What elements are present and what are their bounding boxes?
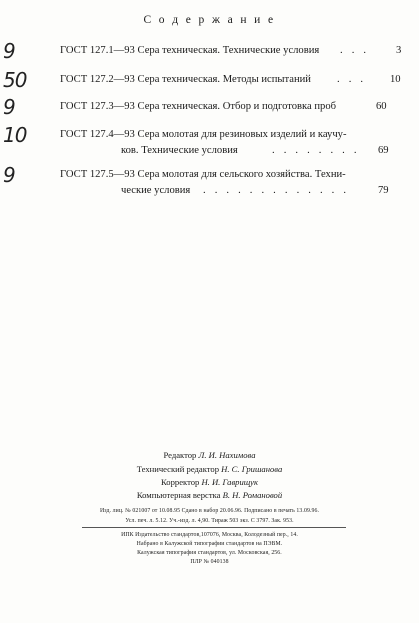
publisher-line: ПЛР № 040138 (190, 559, 229, 565)
divider (82, 527, 346, 528)
handwritten-mark: 50 (3, 68, 27, 92)
handwritten-mark: 9 (3, 39, 15, 63)
handwritten-mark: 10 (3, 123, 27, 147)
toc-leader-dots: . . . . . . . . (272, 145, 360, 156)
toc-leader-dots: . . . . . . . . . . . . . (203, 185, 350, 196)
credit-editor: Редактор Л. И. Нахимова (163, 450, 256, 460)
toc-page-number: 10 (390, 74, 401, 85)
credit-tech-editor: Технический редактор Н. С. Гришанова (136, 464, 283, 474)
handwritten-mark: 9 (3, 95, 15, 119)
handwritten-mark: 9 (3, 163, 15, 187)
toc-entry-title: ГОСТ 127.4—93 Сера молотая для резиновых изделий и каучу- (60, 129, 347, 140)
publisher-line: ИПК Издательство стандартов,107076, Москва, Колодезный пер., 14. (121, 532, 298, 538)
toc-entry-title-cont: ческие условия (121, 185, 191, 196)
toc-page-number: 60 (376, 101, 387, 112)
toc-page-number: 69 (378, 145, 389, 156)
toc-leader-dots: . . . (340, 45, 370, 56)
contents-heading: С о д е р ж а н и е (143, 14, 276, 26)
toc-page-number: 3 (396, 45, 402, 56)
toc-entry-title: ГОСТ 127.3—93 Сера техническая. Отбор и подготовка проб (60, 101, 337, 112)
toc-entry-title-cont: ков. Технические условия (121, 145, 238, 156)
credit-proofreader: Корректор Н. И. Гаврищук (161, 477, 258, 487)
print-info-line: Изд. лиц. № 021007 от 10.08.95 Сдано в набор 20.06.96. Подписано в печать 13.09.96. (99, 508, 320, 514)
toc-page-number: 79 (378, 185, 389, 196)
toc-entry-title: ГОСТ 127.2—93 Сера техническая. Методы испытаний (60, 74, 311, 85)
toc-entry-title: ГОСТ 127.5—93 Сера молотая для сельского хозяйства. Техни- (60, 169, 346, 180)
print-info-line: Усл. печ. л. 5.12. Уч.-изд. л. 4,90. Тираж 503 экз. С 3797. Зак. 953. (125, 518, 294, 524)
credit-layout: Компьютерная верстка В. Н. Романовой (136, 490, 283, 500)
toc-leader-dots: . . . (337, 74, 367, 85)
toc-entry-title: ГОСТ 127.1—93 Сера техническая. Технические условия (60, 45, 320, 56)
publisher-line: Калужская типография стандартов, ул. Московская, 256. (137, 550, 282, 556)
publisher-line: Набрано в Калужской типографии стандартов на ПЭВМ. (136, 541, 283, 547)
